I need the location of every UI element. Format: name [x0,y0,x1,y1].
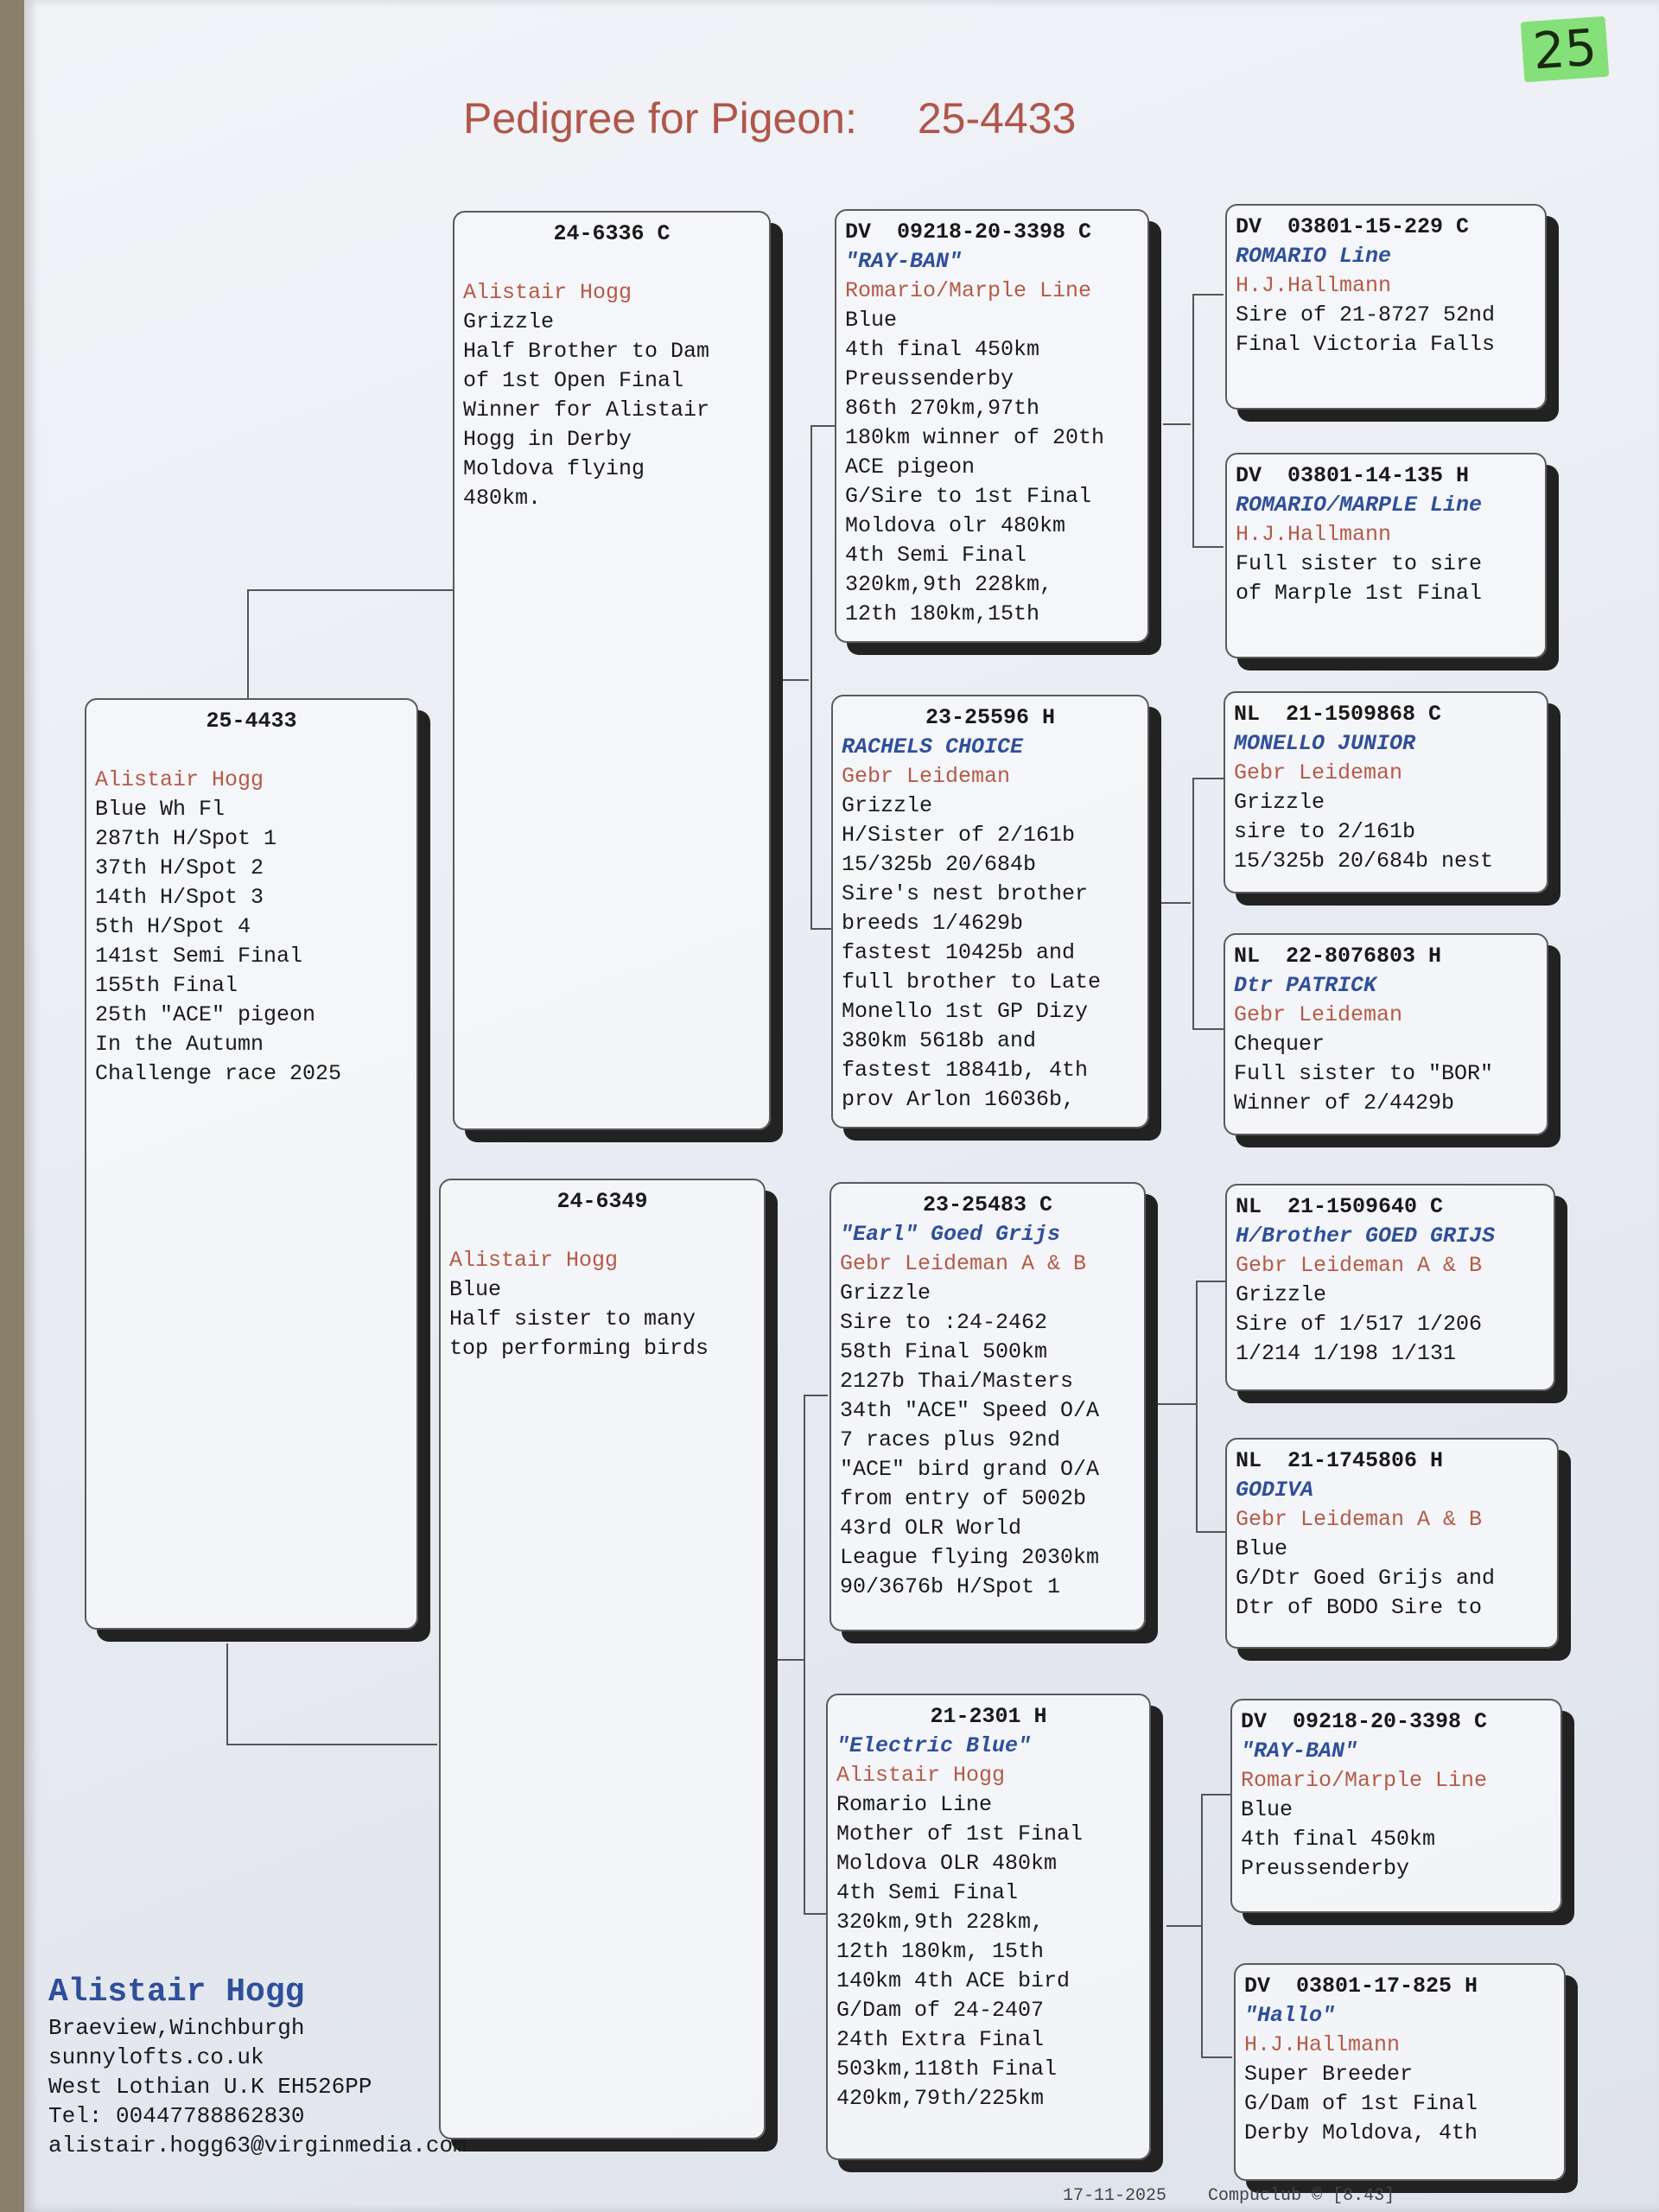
pigeon-name: ROMARIO/MARPLE Line [1236,493,1483,518]
detail-line: 90/3676b H/Spot 1 [840,1574,1061,1599]
detail-line: 15/325b 20/684b nest [1234,849,1494,874]
ring-number: 23-25596 H [925,705,1056,730]
dd-dam-card [1234,1963,1566,2181]
detail-line: 4th Semi Final [836,1880,1019,1905]
detail-line: Blue [449,1277,502,1302]
detail-line: Super Breeder [1244,2062,1414,2087]
breeder: Gebr Leideman A & B [840,1251,1087,1276]
connector [247,589,249,700]
detail-line: from entry of 5002b [840,1486,1087,1511]
breeder-contact [48,1972,532,2160]
ring-number: DV 09218-20-3398 C [1241,1709,1488,1734]
breeder: Gebr Leideman A & B [1236,1253,1483,1278]
detail-line: 5th H/Spot 4 [95,914,251,939]
detail-line: 320km,9th 228km, [845,572,1053,597]
detail-line: 141st Semi Final [95,944,303,969]
detail-line: 24th Extra Final [836,2027,1045,2052]
detail-line: Moldova OLR 480km [836,1851,1058,1876]
connector [1163,423,1191,425]
pigeon-name: GODIVA [1236,1478,1314,1503]
detail-line: Winner for Alistair [463,397,710,423]
detail-line: ACE pigeon [845,454,976,480]
ss-sire-card [1225,204,1547,410]
breeder: Alistair Hogg [836,1763,1006,1788]
breeder: Gebr Leideman [1234,1002,1403,1027]
connector [1158,902,1191,904]
connector [772,1659,804,1661]
detail-line: G/Dtr Goed Grijs and [1236,1566,1496,1591]
connector [804,1395,828,1396]
detail-line: 37th H/Spot 2 [95,855,264,880]
breeder: Romario/Marple Line [845,278,1092,303]
connector [1196,1281,1198,1531]
detail-line: G/Dam of 1st Final [1244,2091,1478,2116]
detail-line: 12th 180km, 15th [836,1939,1045,1964]
ss-dam-card [1225,453,1547,658]
detail-line: sire to 2/161b [1234,819,1416,844]
detail-line: League flying 2030km [840,1545,1100,1570]
connector [804,1395,805,1913]
detail-line: Blue [1236,1536,1288,1561]
pigeon-name: RACHELS CHOICE [842,734,1024,760]
detail-line: breeds 1/4629b [842,911,1024,936]
breeder: Romario/Marple Line [1241,1768,1488,1793]
ring-number: 24-6336 C [553,221,671,246]
detail-line: Moldova flying [463,456,645,481]
sire-sire-card [835,209,1149,643]
detail-line: 380km 5618b and [842,1028,1037,1053]
detail-line: prov Arlon 16036b, [842,1087,1076,1112]
subject-pigeon-card [85,698,418,1630]
detail-line: Half sister to many [449,1306,696,1332]
email: alistair.hogg63@virginmedia.com [48,2133,467,2158]
breeder: H.J.Hallmann [1244,2032,1401,2057]
pigeon-name: H/Brother GOED GRIJS [1236,1224,1496,1249]
detail-line: Preussenderby [845,366,1014,391]
ring-number: 23-25483 C [922,1192,1053,1217]
connector [1196,1281,1227,1282]
detail-line: 1/214 1/198 1/131 [1236,1341,1457,1366]
detail-line: fastest 18841b, 4th [842,1058,1089,1083]
telephone: Tel: 00447788862830 [48,2103,305,2129]
ring-number: 24-6349 [556,1189,648,1214]
connector [1192,778,1194,1028]
detail-line: 420km,79th/225km [836,2086,1045,2111]
connector [810,928,831,930]
detail-line: 12th 180km,15th [845,601,1040,626]
connector [804,1913,828,1915]
address-line: West Lothian U.K EH526PP [48,2074,372,2100]
detail-line: In the Autumn [95,1032,264,1057]
detail-line: G/Dam of 24-2407 [836,1998,1045,2023]
detail-line: "ACE" bird grand O/A [840,1457,1100,1482]
detail-line: Challenge race 2025 [95,1061,342,1086]
detail-line: full brother to Late [842,969,1102,995]
connector [1192,1028,1224,1030]
detail-line: Hogg in Derby [463,427,632,452]
detail-line: Winner of 2/4429b [1234,1090,1455,1116]
detail-line: Grizzle [840,1281,931,1306]
connector [1201,1794,1232,1796]
connector [226,1744,437,1745]
detail-line: 4th Semi Final [845,543,1027,568]
detail-line: 320km,9th 228km, [836,1910,1045,1935]
ds-dam-card [1225,1438,1559,1649]
detail-line: 58th Final 500km [840,1339,1048,1364]
detail-line: G/Sire to 1st Final [845,484,1092,509]
ring-number: DV 03801-17-825 H [1244,1974,1478,1999]
connector [779,679,809,681]
connector [1201,1794,1203,2056]
dd-sire-card [1230,1699,1562,1913]
detail-line: Grizzle [1236,1282,1327,1307]
detail-line: 14th H/Spot 3 [95,885,264,910]
detail-line: Sire's nest brother [842,881,1089,906]
detail-line: Mother of 1st Final [836,1821,1084,1847]
detail-line: 180km winner of 20th [845,425,1105,450]
detail-line: Blue Wh Fl [95,797,226,822]
detail-line: 34th "ACE" Speed O/A [840,1398,1100,1423]
breeder: Gebr Leideman [1234,760,1403,785]
pigeon-name: ROMARIO Line [1236,244,1392,269]
ring-number: NL 21-1509868 C [1234,702,1442,727]
ring-number: NL 21-1509640 C [1236,1194,1444,1219]
connector [1166,1925,1201,1927]
detail-line: Derby Moldova, 4th [1244,2120,1478,2145]
ring-number: DV 03801-14-135 H [1236,463,1470,488]
detail-line: 43rd OLR World [840,1516,1022,1541]
detail-line: Grizzle [463,309,555,334]
detail-line: Blue [1241,1797,1294,1822]
connector [226,1643,228,1744]
pigeon-name: "Earl" Goed Grijs [840,1222,1061,1247]
ring-number: DV 09218-20-3398 C [845,219,1092,245]
detail-line: Sire of 21-8727 52nd [1236,302,1496,327]
print-date: 17-11-2025 [1063,2186,1167,2206]
sire-dam-card [831,695,1149,1128]
pigeon-name: "Electric Blue" [836,1733,1032,1758]
connector [1192,546,1224,548]
detail-line: Dtr of BODO Sire to [1236,1595,1483,1620]
connector [1192,778,1224,779]
breeder-name: Alistair Hogg [48,1974,305,2011]
breeder: Alistair Hogg [95,767,264,792]
detail-line: Sire to :24-2462 [840,1310,1048,1335]
sd-dam-card [1224,933,1548,1135]
detail-line: Grizzle [1234,790,1325,815]
detail-line: 86th 270km,97th [845,396,1040,421]
connector [1196,1531,1227,1533]
pigeon-name: "RAY-BAN" [1241,1738,1358,1764]
detail-line: Blue [845,308,898,333]
detail-line: 503km,118th Final [836,2056,1058,2082]
ring-number: 25-4433 [206,709,297,734]
connector [1192,294,1224,296]
detail-line: Full sister to sire [1236,551,1483,576]
ds-sire-card [1225,1184,1555,1391]
ring-number: NL 21-1745806 H [1236,1448,1444,1473]
ring-number: 21-2301 H [930,1704,1047,1729]
pigeon-name: MONELLO JUNIOR [1234,731,1416,756]
detail-line: Romario Line [836,1792,993,1817]
detail-line: Monello 1st GP Dizy [842,999,1089,1024]
connector [1201,2056,1232,2058]
detail-line: top performing birds [449,1336,709,1361]
detail-line: Full sister to "BOR" [1234,1061,1494,1086]
pigeon-name: "RAY-BAN" [845,249,963,274]
detail-line: Sire of 1/517 1/206 [1236,1312,1483,1337]
detail-line: of Marple 1st Final [1236,581,1483,606]
detail-line: Preussenderby [1241,1856,1410,1881]
title-ring: 25-4433 [917,94,1077,143]
detail-line: Moldova olr 480km [845,513,1066,538]
detail-line: Final Victoria Falls [1236,332,1496,357]
breeder: H.J.Hallmann [1236,522,1392,547]
software-credit: Compuclub © [8.43] [1208,2186,1395,2206]
ring-number: DV 03801-15-229 C [1236,214,1470,239]
breeder: H.J.Hallmann [1236,273,1392,298]
connector [810,425,836,427]
detail-line: fastest 10425b and [842,940,1076,965]
dam-dam-card [826,1694,1151,2160]
detail-line: 25th "ACE" pigeon [95,1002,316,1027]
website: sunnylofts.co.uk [48,2044,264,2070]
pigeon-name: Dtr PATRICK [1234,973,1377,998]
dam-sire-card [830,1182,1146,1631]
detail-line: 155th Final [95,973,238,998]
breeder: Gebr Leideman A & B [1236,1507,1483,1532]
connector [247,589,453,591]
pigeon-name: "Hallo" [1244,2003,1336,2028]
detail-line: 287th H/Spot 1 [95,826,277,851]
detail-line: 15/325b 20/684b [842,852,1037,877]
breeder: Alistair Hogg [463,280,632,305]
detail-line: Chequer [1234,1032,1325,1057]
detail-line: 7 races plus 92nd [840,1427,1061,1452]
detail-line: Grizzle [842,793,933,818]
detail-line: 140km 4th ACE bird [836,1968,1071,1993]
connector [1158,1403,1196,1405]
address-line: Braeview,Winchburgh [48,2015,305,2041]
print-footer [1063,2186,1395,2206]
ring-number: NL 22-8076803 H [1234,944,1442,969]
detail-line: H/Sister of 2/161b [842,823,1076,848]
breeder: Gebr Leideman [842,764,1011,789]
connector [1192,294,1194,546]
detail-line: 2127b Thai/Masters [840,1369,1074,1394]
detail-line: Half Brother to Dam [463,339,710,364]
title-label: Pedigree for Pigeon: [463,94,857,143]
breeder: Alistair Hogg [449,1248,619,1273]
detail-line: of 1st Open Final [463,368,684,393]
connector [810,425,812,928]
detail-line: 4th final 450km [845,337,1040,362]
page-title [463,93,1241,154]
detail-line: 4th final 450km [1241,1827,1436,1852]
detail-line: 480km. [463,486,542,511]
page-number-sticker: 25 [1521,16,1610,83]
sd-sire-card [1224,691,1548,893]
sire-card [453,211,771,1130]
